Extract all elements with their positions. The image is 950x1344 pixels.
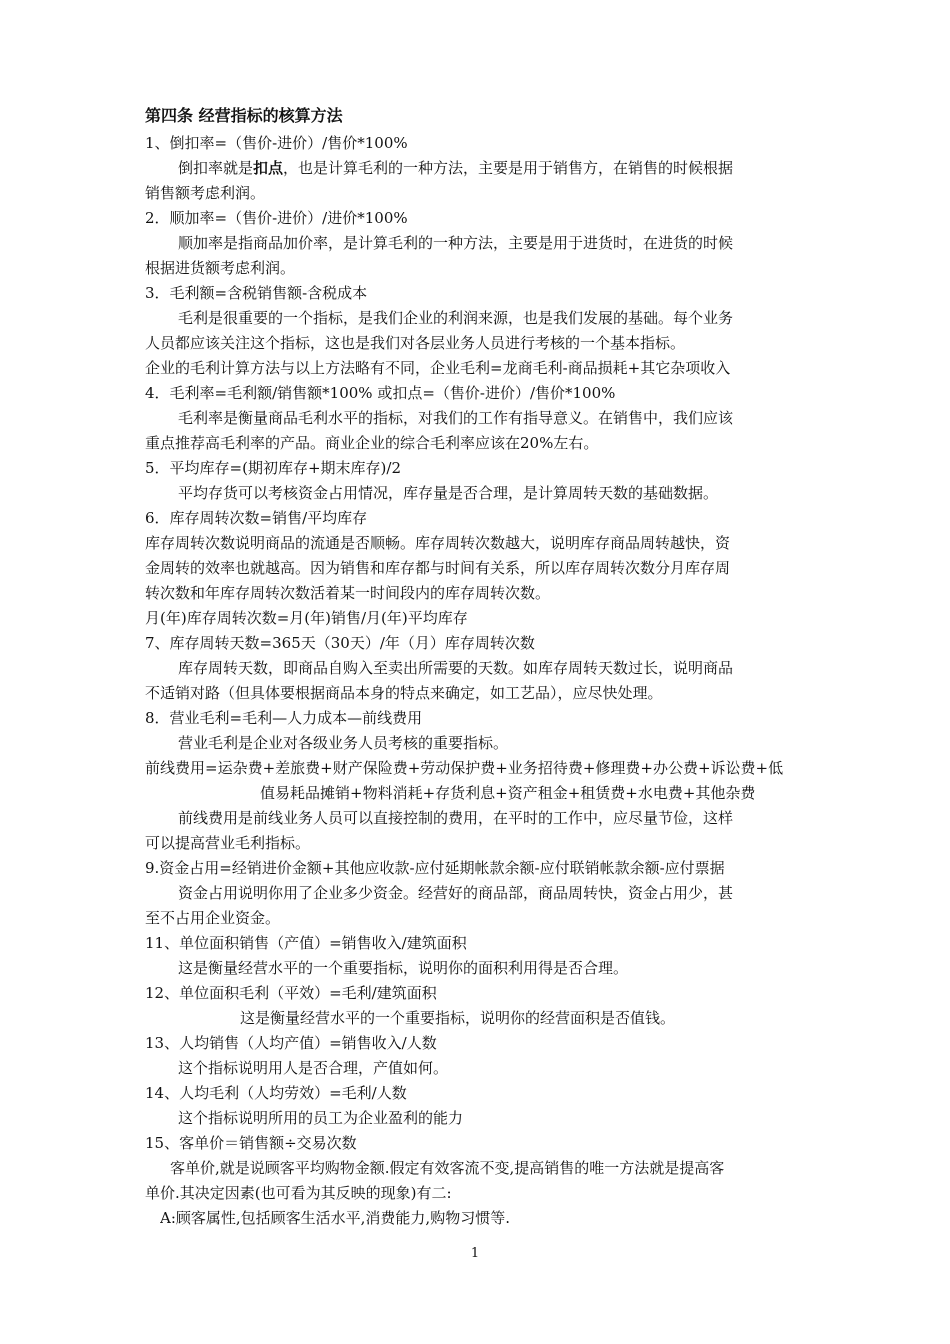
formula-line: 6．库存周转次数=销售/平均库存	[145, 509, 368, 527]
formula-line: 15、客单价＝销售额÷交易次数	[145, 1134, 357, 1152]
formula-line: 月(年)库存周转次数=月(年)销售/月(年)平均库存	[145, 609, 468, 627]
paragraph-line: 毛利是很重要的一个指标，是我们企业的利润来源，也是我们发展的基础。每个业务	[178, 309, 734, 327]
formula-line: 1、倒扣率=（售价-进价）/售价*100%	[145, 134, 408, 152]
formula-line: 3．毛利额=含税销售额-含税成本	[145, 284, 368, 302]
formula-line: 值易耗品摊销+物料消耗+存货利息+资产租金+租赁费+水电费+其他杂费	[260, 784, 756, 802]
formula-line: 13、人均销售（人均产值）=销售收入/人数	[145, 1034, 437, 1052]
paragraph-line: 这是衡量经营水平的一个重要指标，说明你的面积利用得是否合理。	[178, 959, 629, 977]
paragraph-line: 库存周转次数说明商品的流通是否顺畅。库存周转次数越大，说明库存商品周转越快，资	[145, 534, 731, 552]
text-run: 倒扣率就是	[178, 159, 254, 177]
paragraph-line: 企业的毛利计算方法与以上方法略有不同，企业毛利=龙商毛利-商品损耗+其它杂项收入	[145, 359, 731, 377]
paragraph-line: 销售额考虑利润。	[145, 184, 266, 202]
paragraph-line: 不适销对路（但具体要根据商品本身的特点来确定，如工艺品），应尽快处理。	[145, 684, 663, 702]
bold-term: 扣点	[253, 159, 284, 177]
formula-line: 5．平均库存=(期初库存+期末库存)/2	[145, 459, 401, 477]
formula-line: 8．营业毛利=毛利—人力成本—前线费用	[145, 709, 423, 727]
paragraph-line: 资金占用说明你用了企业多少资金。经营好的商品部，商品周转快，资金占用少，甚	[178, 884, 734, 902]
text-run: ，也是计算毛利的一种方法，主要是用于销售方，在销售的时候根据	[283, 159, 734, 177]
paragraph-line: 这是衡量经营水平的一个重要指标，说明你的经营面积是否值钱。	[240, 1009, 676, 1027]
paragraph-line: 前线费用是前线业务人员可以直接控制的费用，在平时的工作中，应尽量节俭，这样	[178, 809, 734, 827]
paragraph-line: 顺加率是指商品加价率，是计算毛利的一种方法，主要是用于进货时，在进货的时候	[178, 234, 734, 252]
formula-line: 12、单位面积毛利（平效）=毛利/建筑面积	[145, 984, 437, 1002]
formula-line: 2．顺加率=（售价-进价）/进价*100%	[145, 209, 408, 227]
paragraph-line: 这个指标说明所用的员工为企业盈利的能力	[178, 1109, 464, 1127]
paragraph-line: 根据进货额考虑利润。	[145, 259, 296, 277]
paragraph-line: 毛利率是衡量商品毛利水平的指标，对我们的工作有指导意义。在销售中，我们应该	[178, 409, 734, 427]
formula-line: 9.资金占用=经销进价金额+其他应收款-应付延期帐款余额-应付联销帐款余额-应付票据	[145, 859, 725, 877]
paragraph-line: 人员都应该关注这个指标，这也是我们对各层业务人员进行考核的一个基本指标。	[145, 334, 686, 352]
section-title: 第四条 经营指标的核算方法	[145, 106, 343, 125]
page-number: 1	[470, 1246, 480, 1261]
paragraph-line	[178, 158, 810, 178]
paragraph-line: 平均存货可以考核资金占用情况，库存量是否合理，是计算周转天数的基础数据。	[178, 484, 719, 502]
formula-line: 7、库存周转天数=365天（30天）/年（月）库存周转次数	[145, 634, 535, 652]
paragraph-line: 金周转的效率也就越高。因为销售和库存都与时间有关系，所以库存周转次数分月库存周	[145, 559, 731, 577]
paragraph-line: 至不占用企业资金。	[145, 909, 281, 927]
paragraph-line: 可以提高营业毛利指标。	[145, 834, 311, 852]
formula-line: 4．毛利率=毛利额/销售额*100% 或扣点=（售价-进价）/售价*100%	[145, 384, 616, 402]
paragraph-line: 转次数和年库存周转次数活着某一时间段内的库存周转次数。	[145, 584, 551, 602]
paragraph-line: 营业毛利是企业对各级业务人员考核的重要指标。	[178, 734, 509, 752]
paragraph-line: 库存周转天数，即商品自购入至卖出所需要的天数。如库存周转天数过长，说明商品	[178, 659, 734, 677]
paragraph-line: 单价.其决定因素(也可看为其反映的现象)有二:	[145, 1184, 452, 1202]
paragraph-line: A:顾客属性,包括顾客生活水平,消费能力,购物习惯等.	[160, 1209, 510, 1227]
formula-line: 14、人均毛利（人均劳效）=毛利/人数	[145, 1084, 407, 1102]
paragraph-line: 客单价,就是说顾客平均购物金额.假定有效客流不变,提高销售的唯一方法就是提高客	[170, 1159, 725, 1177]
paragraph-line: 重点推荐高毛利率的产品。商业企业的综合毛利率应该在20%左右。	[145, 434, 599, 452]
paragraph-line: 这个指标说明用人是否合理，产值如何。	[178, 1059, 449, 1077]
formula-line: 前线费用=运杂费+差旅费+财产保险费+劳动保护费+业务招待费+修理费+办公费+诉讼费+低	[145, 759, 784, 777]
formula-line: 11、单位面积销售（产值）=销售收入/建筑面积	[145, 934, 467, 952]
